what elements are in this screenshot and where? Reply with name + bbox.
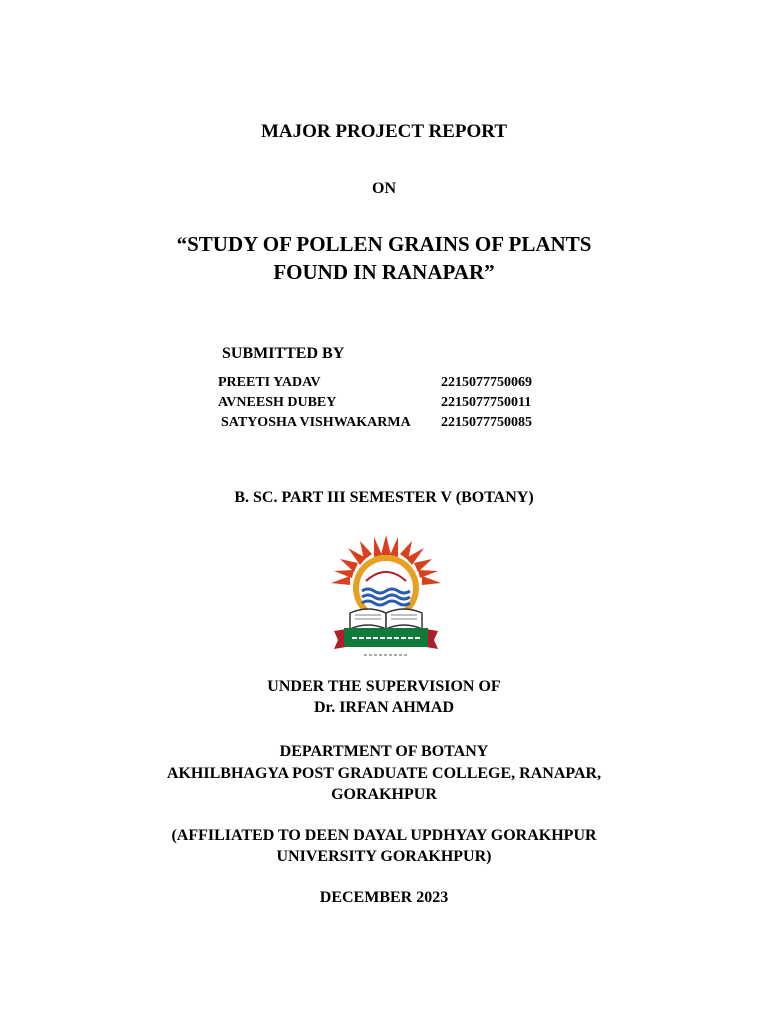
student-name: AVNEESH DUBEY: [218, 395, 337, 410]
affiliation-line-2: UNIVERSITY GORAKHPUR): [276, 848, 492, 865]
report-title-line-2: FOUND IN RANAPAR”: [273, 260, 495, 284]
supervision-label: UNDER THE SUPERVISION OF: [267, 678, 501, 695]
student-row: [218, 395, 558, 415]
report-date: DECEMBER 2023: [319, 889, 449, 906]
student-row: [218, 375, 558, 395]
student-id: 2215077750069: [441, 375, 532, 390]
student-id: 2215077750085: [441, 415, 532, 430]
affiliation-line-1: (AFFILIATED TO DEEN DAYAL UPDHYAY GORAKHPUR: [171, 827, 597, 844]
submitted-by-label: SUBMITTED BY: [222, 345, 345, 362]
college-emblem-icon: [328, 533, 444, 659]
course-line: B. SC. PART III SEMESTER V (BOTANY): [234, 489, 534, 506]
report-on: ON: [372, 180, 396, 197]
report-title-line-1: “STUDY OF POLLEN GRAINS OF PLANTS: [176, 232, 592, 256]
student-name: SATYOSHA VISHWAKARMA: [221, 415, 411, 430]
student-list: [218, 375, 558, 435]
department-line-2: AKHILBHAGYA POST GRADUATE COLLEGE, RANAPAR,: [166, 765, 602, 782]
supervisor-name: Dr. IRFAN AHMAD: [314, 699, 454, 716]
report-heading: MAJOR PROJECT REPORT: [261, 121, 507, 142]
student-id: 2215077750011: [441, 395, 532, 410]
department-line-3: GORAKHPUR: [331, 786, 437, 803]
student-name: PREETI YADAV: [218, 375, 321, 390]
student-row: [218, 415, 558, 435]
department-line-1: DEPARTMENT OF BOTANY: [279, 743, 489, 760]
